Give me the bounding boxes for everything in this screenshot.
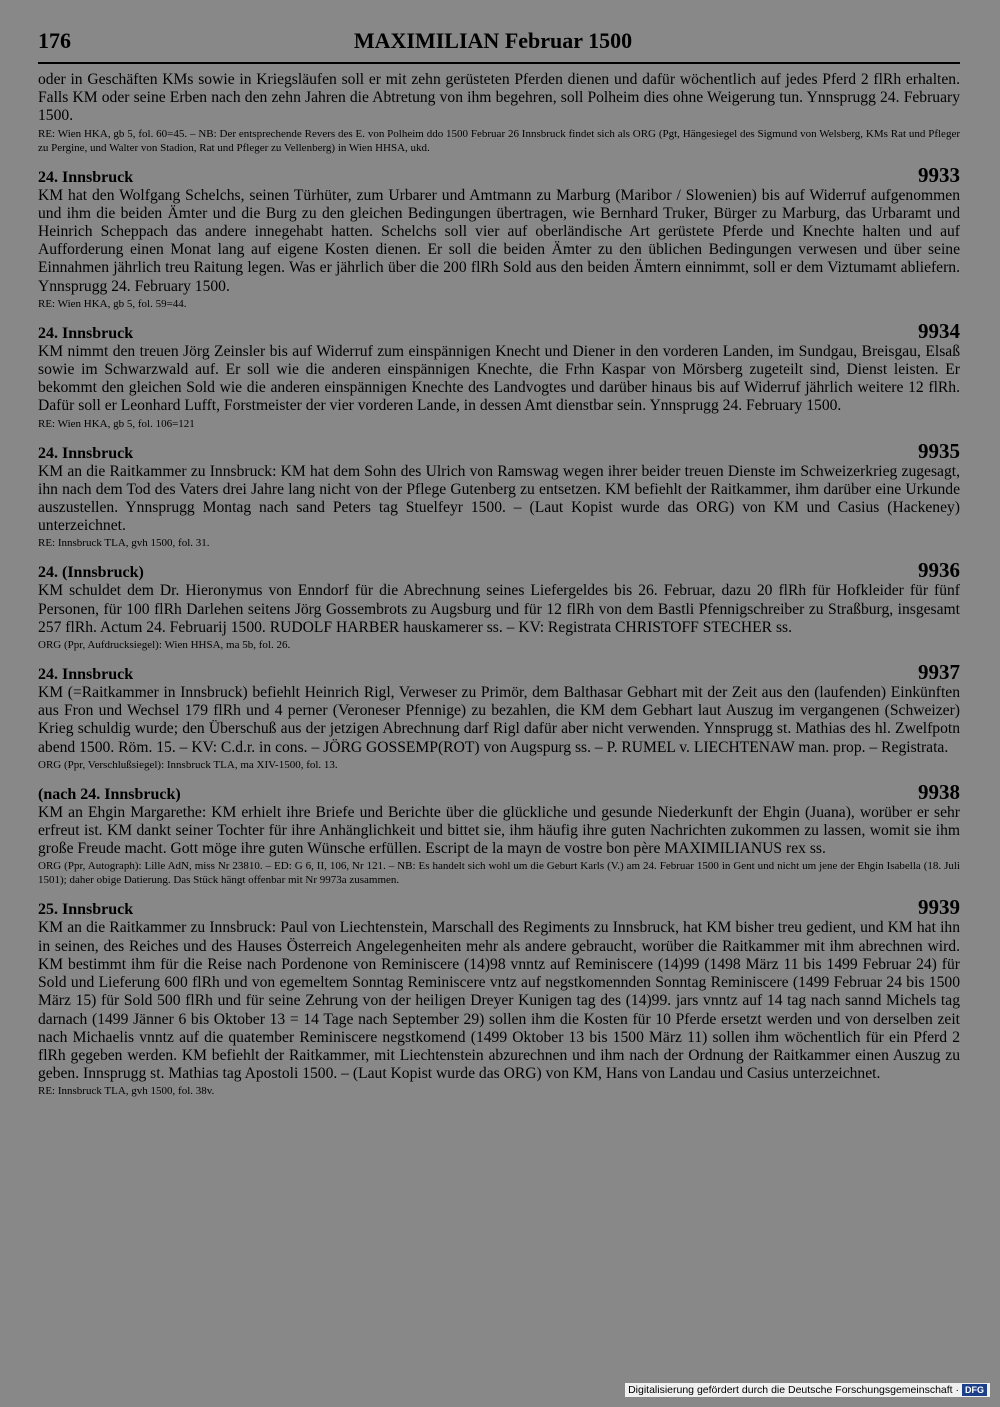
intro-text: oder in Geschäften KMs sowie in Kriegsläufen soll er mit zehn gerüsteten Pferden dienen und dafür wöchentlich auf jedes Pferd 2 flRh erhalten. Falls KM oder seine Erben nach den zehn Jahren die Abtretung von ihm begehren, soll Polheim dies ohne Weigerung tun. Ynnsprugg 24. February 1500.: [38, 71, 960, 125]
page-header: [38, 28, 960, 64]
entry-place: 24. Innsbruck: [38, 444, 134, 462]
document-page: [38, 28, 960, 1098]
entry-place: (nach 24. Innsbruck): [38, 785, 181, 803]
entry-text: KM (=Raitkammer in Innsbruck) befiehlt Heinrich Rigl, Verweser zu Primör, dem Balthasar Gebhart mit der Zeit aus den (laufenden) Einkünften aus Fron und Wechsel 179 flRh und 4 perner (Veroneser Pfennige) zu bezahlen, die KM dem Gebhart laut Auszug im vergangenen (Schweizer) Krieg schuldig wurde; den Überschuß aus der jetzigen Abrechnung darf Rigl dafür aber nicht verwenden. Ynnsprugg st. Mathias des hl. Zwelfpotn abend 1500. Röm. 15. – KV: C.d.r. in cons. – JÖRG GOSSEMP(ROT) von Augspurg ss. – P. RUMEL v. LIECHTENAW man. prop. – Registrata.: [38, 684, 960, 756]
page-number: 176: [38, 28, 71, 53]
entry-place: 25. Innsbruck: [38, 901, 134, 919]
running-title: MAXIMILIAN Februar 1500: [353, 28, 633, 53]
entry-text: KM an die Raitkammer zu Innsbruck: KM hat dem Sohn des Ulrich von Ramswag wegen ihrer beider treuen Dienste im Schweizerkrieg zugesagt, ihn nach dem Tod des Vaters drei Jahre lang nicht von der Pflege Gutenberg zu entsetzen. KM befiehlt der Raitkammer, ihm darüber eine Urkunde auszustellen. Ynnsprugg Montag nach sand Peters tag Stuelfeyr 1500. – (Laut Kopist wurde das ORG) von KM und Casius (Hackeney) unterzeichnet.: [38, 462, 960, 535]
entry-number: 9934: [918, 318, 960, 343]
entry-9939: [38, 895, 960, 1098]
entry-source: RE: Innsbruck TLA, gvh 1500, fol. 38v.: [38, 1085, 215, 1098]
entry-number: 9936: [918, 558, 960, 583]
entry-number: 9935: [918, 438, 960, 463]
entry-text: KM an die Raitkammer zu Innsbruck: Paul von Liechtenstein, Marschall des Regiments zu Innsbruck, hat KM bisher treu gedient, und KM hat ihn in seinen, des Reiches und des Hauses Österreich Angelegenheiten mehr als andere gebraucht, worüber die Raitkammer mit ihm abrechnen wird. KM bestimmt ihm für die Reise nach Pordenone von Reminiscere (14)98 vnntz auf Reminiscere (14)99 (1498 März 11 bis 1499 Februar 24) für Sold und Lieferung 600 flRh und von egemeltem Sonntag Reminiscere vntz auf negstkomennden Sonntag Reminiscere (1499 Februar 24 bis 1500 März 15) für Sold 500 flRh und für seine Zehrung von der heiligen Dreyer Kunigen tag des (14)99. jars vnntz auf 14 tag nach sannd Michels tag darnach (1499 Jänner 6 bis Oktober 13 = 14 Tage nach September 29) sollen ihm die Kosten für 10 Pferde ersetzt werden und von derselben zeit nach Michaelis vnntz auf die quatember Reminiscere negstkomend (1499 Oktober 13 bis 1500 März 11) sollen ihm wöchentlich für ein Pferd 2 flRh gegeben werden. KM befiehlt der Raitkammer, mit Liechtenstein abzurechnen und ihm nach der Ordnung der Raitkammer einen Auszug zu geben. Innsprugg st. Mathias tag Apostoli 1500. – (Laut Kopist wurde das ORG) von KM, Hans von Landau und Casius unterzeichnet.: [38, 919, 960, 1083]
entry-9934: [38, 318, 960, 431]
footer-text: Digitalisierung gefördert durch die Deutsche Forschungsgemeinschaft ·: [628, 1384, 959, 1396]
entry-9936: [38, 558, 960, 652]
entry-9935: [38, 438, 960, 551]
entry-heading: [38, 660, 960, 685]
entry-place: 24. (Innsbruck): [38, 564, 144, 582]
entry-heading: [38, 558, 960, 583]
entry-text: KM nimmt den treuen Jörg Zeinsler bis auf Widerruf zum einspännigen Knecht und Diener in den vorderen Landen, im Sundgau, Breisgau, Elsaß sowie im Schwarzwald auf. Er soll wie die anderen einspännigen Knechte, die Frhn Kaspar von Mörsberg zugeteilt sind, Dienst leisten. Er bekommt den gleichen Sold wie die anderen einspännigen Knechte des Landvogtes und darüber hinaus bis auf Widerruf jährlich weitere 12 flRh. Dafür soll er Leonhard Lufft, Forstmeister der vier vorderen Lande, in dessen Amt dienstbar sein. Ynnsprugg 24. February 1500.: [38, 342, 960, 415]
entry-source: ORG (Ppr, Autograph): Lille AdN, miss Nr 23810. – ED: G 6, II, 106, Nr 121. – NB: Es handelt sich wohl um die Geburt Karls (V.) am 24. Februar 1500 in Gent und nicht um jene der Ehgin Isabella (18. Juli 1501); daher obige Datierung. Das Stück hängt offenbar mit Nr 9973a zusammen.: [38, 860, 960, 887]
entry-heading: [38, 779, 960, 804]
dfg-logo: DFG: [962, 1384, 987, 1396]
funding-footer: [625, 1383, 990, 1397]
entry-heading: [38, 438, 960, 463]
entry-heading: [38, 162, 960, 187]
entry-heading: [38, 318, 960, 343]
entry-number: 9939: [918, 895, 960, 920]
entry-text: KM schuldet dem Dr. Hieronymus von Enndorf für die Abrechnung seines Liefergeldes bis 26. Februar, dazu 20 flRh für Hofkleider für fünf Personen, für 100 flRh Darlehen seitens Jörg Gossembrots zu Augsburg und für 12 flRh von dem Bastli Pfennigschreiber zu Straßburg, insgesamt 257 flRh. Actum 24. Februarij 1500. RUDOLF HARBER hauskamerer ss. – KV: Registrata CHRISTOFF STECHER ss.: [38, 582, 960, 636]
entry-place: 24. Innsbruck: [38, 666, 134, 684]
entry-source: RE: Wien HKA, gb 5, fol. 106=121: [38, 417, 195, 430]
entry-number: 9938: [918, 779, 960, 804]
entry-heading: [38, 895, 960, 920]
entry-text: KM hat den Wolfgang Schelchs, seinen Türhüter, zum Urbarer und Amtmann zu Marburg (Maribor / Slowenien) bis auf Widerruf aufgenommen und ihm die beiden Ämter und die Burg zu den gleichen Bedingungen übertragen, wie Bernhard Truker, Bürger zu Marburg, das Urbaramt und Heinrich Scheppach das andere innegehabt hatten. Schelchs soll vier auf oberländische Art gerüstete Pferde und Knechte halten und auf Aufforderung einen Monat lang auf eigene Kosten dienen. Er soll die beiden Ämter zu den üblichen Bedingungen verwesen und über seine Einnahmen jährlich treu Raitung legen. Was er jährlich über die 200 flRh Sold aus den beiden Ämtern einnimmt, soll er dem Viztumamt abliefern. Ynnsprugg 24. February 1500.: [38, 186, 960, 295]
entry-source: RE: Wien HKA, gb 5, fol. 59=44.: [38, 297, 187, 310]
entry-source: ORG (Ppr, Aufdrucksiegel): Wien HHSA, ma 5b, fol. 26.: [38, 639, 291, 652]
entry-place: 24. Innsbruck: [38, 168, 134, 186]
entry-9933: [38, 162, 960, 311]
intro-source: RE: Wien HKA, gb 5, fol. 60=45. – NB: Der entsprechende Revers des E. von Polheim ddo 1500 Februar 26 Innsbruck findet sich als ORG (Pgt, Hängesiegel des Sigmund von Welsberg, KMs Rat und Pfleger zu Pergine, und Walter von Stadion, Rat und Pfleger zu Vellenberg) in Wien HHSA, ukd.: [38, 127, 960, 154]
entry-source: RE: Innsbruck TLA, gvh 1500, fol. 31.: [38, 537, 210, 550]
entry-number: 9933: [918, 162, 960, 187]
entry-text: KM an Ehgin Margarethe: KM erhielt ihre Briefe und Berichte über die glückliche und gesunde Niederkunft der Ehgin (Juana), worüber er sehr erfreut ist. KM dankt seiner Tochter für ihre Anhänglichkeit und bittet sie, ihm häufig ihre guten Nachrichten zukommen zu lassen, womit sie ihm große Freude macht. Gott möge ihre guten Wünsche erfüllen. Escript de la mayn de vostre bon père MAXIMILIANUS rex ss.: [38, 803, 960, 858]
entry-place: 24. Innsbruck: [38, 324, 134, 342]
entry-source: ORG (Ppr, Verschlußsiegel): Innsbruck TLA, ma XIV-1500, fol. 13.: [38, 758, 338, 771]
entry-9937: [38, 660, 960, 772]
entry-number: 9937: [918, 660, 960, 685]
entry-9938: [38, 779, 960, 888]
